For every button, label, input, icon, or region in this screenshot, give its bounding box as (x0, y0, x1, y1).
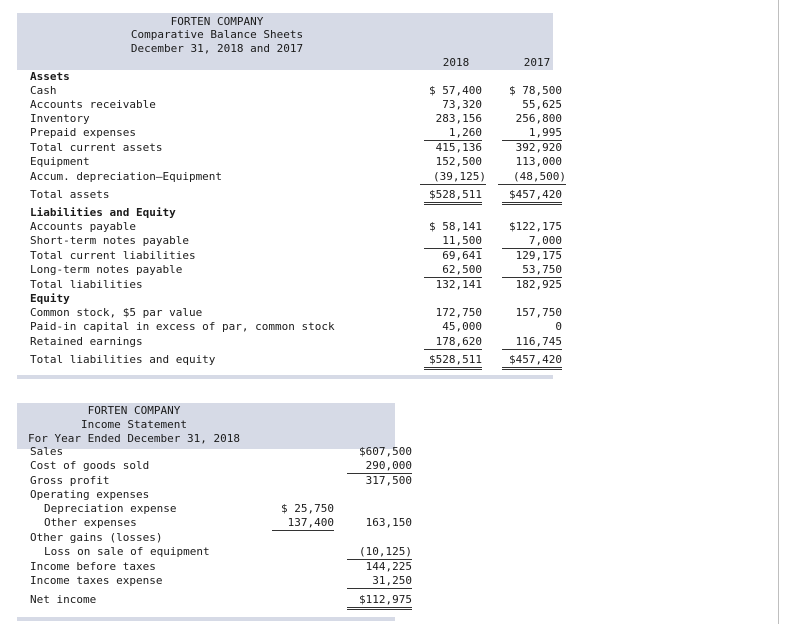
bs-value-2018: 1,260 (424, 126, 482, 141)
is-row-label: Operating expenses (30, 488, 150, 501)
bs-value-2018: 172,750 (435, 306, 482, 319)
is-row-label: Depreciation expense (44, 502, 177, 515)
bs-value-2018: $ 58,141 (429, 220, 482, 233)
bs-value-2018: $528,511 (424, 188, 482, 205)
is-amount: 137,400 (272, 516, 334, 531)
balance-sheet-header (17, 13, 553, 70)
bs-value-2017: $457,420 (502, 353, 562, 370)
is-total: 290,000 (347, 459, 412, 474)
is-period: For Year Ended December 31, 2018 (28, 432, 240, 445)
bs-value-2018: 132,141 (435, 278, 482, 291)
bs-value-2018: 73,320 (442, 98, 482, 111)
is-title: Income Statement (81, 418, 187, 431)
bs-value-2017: 256,800 (515, 112, 562, 125)
income-statement-footer-bar (17, 617, 395, 621)
is-row-label: Income before taxes (30, 560, 156, 573)
bs-value-2018: 11,500 (424, 234, 482, 249)
bs-row-label: Cash (30, 84, 57, 97)
bs-value-2018: 152,500 (435, 155, 482, 168)
bs-row-label: Equipment (30, 155, 90, 168)
bs-value-2017: 1,995 (502, 126, 562, 141)
is-total: 317,500 (365, 474, 412, 487)
is-total: (10,125) (347, 545, 412, 560)
bs-row-label: Total assets (30, 188, 110, 201)
is-row-label: Gross profit (30, 474, 110, 487)
bs-value-2018: 62,500 (424, 263, 482, 278)
is-company: FORTEN COMPANY (87, 404, 181, 417)
bs-row-label: Long-term notes payable (30, 263, 183, 276)
bs-row-label: Total current assets (30, 141, 163, 154)
bs-row-label: Accounts payable (30, 220, 136, 233)
bs-value-2017: (48,500) (498, 170, 566, 185)
liabilities-equity-heading: Liabilities and Equity (30, 206, 176, 219)
bs-value-2017: 116,745 (502, 335, 562, 350)
bs-value-2018: 415,136 (435, 141, 482, 154)
bs-row-label: Short-term notes payable (30, 234, 189, 247)
equity-heading: Equity (30, 292, 70, 305)
is-total: 144,225 (365, 560, 412, 573)
income-statement-header (17, 403, 395, 449)
assets-heading: Assets (30, 70, 70, 83)
bs-date: December 31, 2018 and 2017 (130, 42, 304, 55)
is-row-label: Income taxes expense (30, 574, 163, 587)
bs-row-label: Retained earnings (30, 335, 143, 348)
bs-value-2018: $ 57,400 (429, 84, 482, 97)
right-border-line (778, 0, 779, 624)
bs-title: Comparative Balance Sheets (130, 28, 304, 41)
is-total: 163,150 (365, 516, 412, 529)
is-row-label: Sales (30, 445, 64, 458)
is-total: $607,500 (359, 445, 412, 458)
is-row-label: Net income (30, 593, 97, 606)
is-row-label: Cost of goods sold (30, 459, 150, 472)
bs-value-2017: $122,175 (509, 220, 562, 233)
is-row-label: Other expenses (44, 516, 137, 529)
is-row-label: Loss on sale of equipment (44, 545, 210, 558)
bs-value-2017: 55,625 (522, 98, 562, 111)
bs-value-2017: 0 (555, 320, 562, 333)
is-total: $112,975 (347, 593, 412, 610)
bs-value-2017: 157,750 (515, 306, 562, 319)
bs-value-2017: 7,000 (502, 234, 562, 249)
bs-value-2017: 129,175 (515, 249, 562, 262)
bs-year-2018: 2018 (442, 56, 470, 69)
bs-row-label: Common stock, $5 par value (30, 306, 203, 319)
bs-row-label: Accounts receivable (30, 98, 156, 111)
bs-value-2018: 45,000 (442, 320, 482, 333)
bs-value-2017: 392,920 (515, 141, 562, 154)
balance-sheet-footer-bar (17, 375, 553, 379)
bs-value-2018: (39,125) (420, 170, 486, 185)
bs-row-label: Total liabilities and equity (30, 353, 216, 366)
bs-value-2018: 283,156 (435, 112, 482, 125)
bs-value-2017: $457,420 (502, 188, 562, 205)
bs-row-label: Total current liabilities (30, 249, 196, 262)
bs-company: FORTEN COMPANY (170, 15, 264, 28)
bs-row-label: Paid-in capital in excess of par, common stock (30, 320, 335, 333)
bs-year-2017: 2017 (523, 56, 551, 69)
is-row-label: Other gains (losses) (30, 531, 163, 544)
bs-row-label: Prepaid expenses (30, 126, 136, 139)
bs-row-label: Inventory (30, 112, 90, 125)
bs-value-2017: 53,750 (502, 263, 562, 278)
bs-row-label: Accum. depreciation—Equipment (30, 170, 223, 183)
bs-value-2017: $ 78,500 (509, 84, 562, 97)
is-total: 31,250 (347, 574, 412, 589)
bs-value-2018: 178,620 (424, 335, 482, 350)
bs-value-2018: $528,511 (424, 353, 482, 370)
bs-value-2017: 182,925 (515, 278, 562, 291)
bs-value-2017: 113,000 (515, 155, 562, 168)
bs-row-label: Total liabilities (30, 278, 143, 291)
is-amount: $ 25,750 (281, 502, 334, 515)
bs-value-2018: 69,641 (442, 249, 482, 262)
